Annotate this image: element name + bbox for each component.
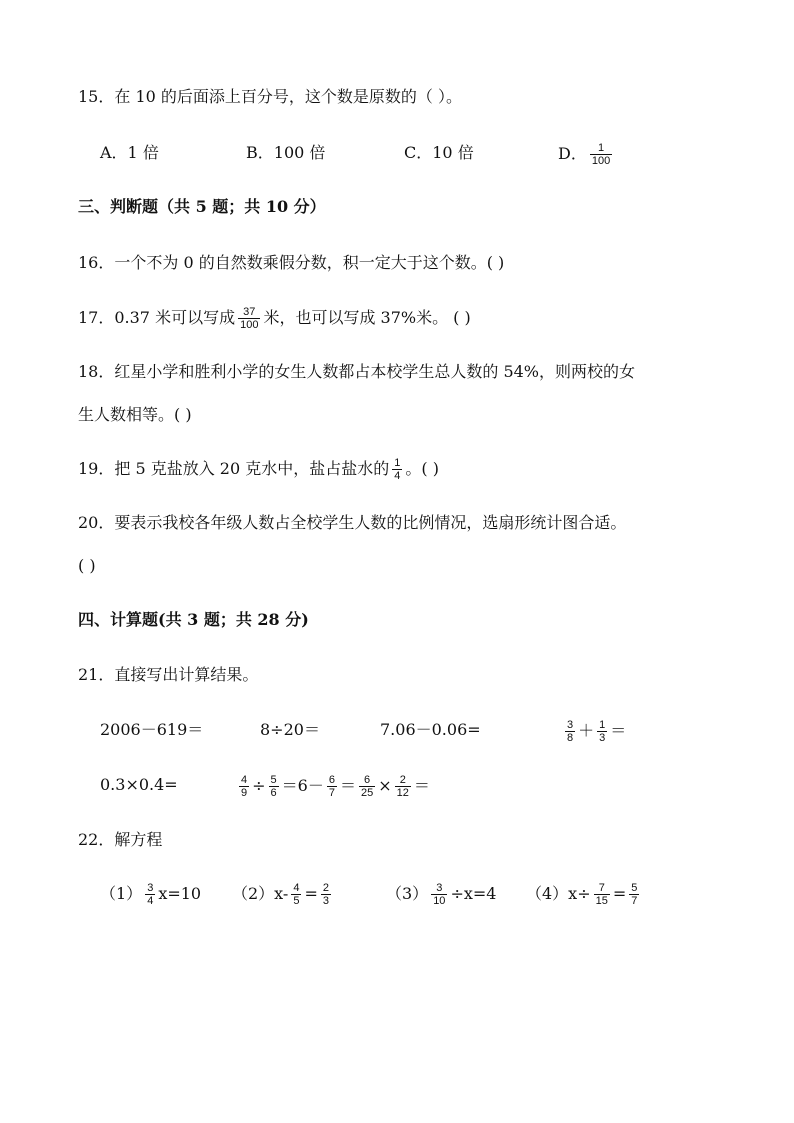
- question-22-title: 22．解方程: [78, 830, 163, 849]
- expression-2: 8÷20＝: [260, 720, 320, 739]
- equation-1: （1） $\frac{3}{4}$ x=10: [100, 882, 202, 907]
- question-20-line2: ( ): [78, 556, 96, 575]
- question-19: 19．把 5 克盐放入 20 克水中，盐占盐水的 $\frac{1}{4}$ 。( ): [78, 457, 439, 482]
- question-20-line1: 20．要表示我校各年级人数占全校学生人数的比例情况，选扇形统计图合适。: [78, 513, 627, 532]
- option-b: B．100 倍: [246, 143, 326, 162]
- option-c: C．10 倍: [404, 143, 474, 162]
- option-d-label: D．: [558, 144, 587, 163]
- expression-3: 7.06－0.06=: [380, 720, 481, 739]
- question-17: 17．0.37 米可以写成 $\frac{37}{100}$ 米，也可以写成 37%米。 ( ): [78, 306, 471, 331]
- fraction: $\frac{1}{100}$: [591, 142, 611, 167]
- expression-4: $\frac{3}{8}$ ＋ $\frac{1}{3}$ ＝: [567, 719, 627, 744]
- question-15: 15．在 10 的后面添上百分号，这个数是原数的（ ）。: [78, 87, 462, 106]
- expression-1: 2006－619＝: [100, 720, 204, 739]
- section-title-judgement: 三、判断题（共 5 题；共 10 分）: [78, 197, 326, 216]
- option-d: [558, 142, 615, 167]
- expression-5: 0.3×0.4=: [100, 775, 178, 794]
- section-title-calculation: 四、计算题(共 3 题；共 28 分): [78, 610, 309, 629]
- option-a: A．1 倍: [100, 143, 159, 162]
- fraction: $\frac{37}{100}$: [240, 306, 259, 331]
- equation-2: （2）x- $\frac{4}{5}$ = $\frac{2}{3}$: [232, 882, 329, 907]
- fraction: $\frac{1}{4}$: [394, 457, 401, 482]
- expression-6: $\frac{4}{9}$ ÷ $\frac{5}{6}$ ＝6－ $\frac{6}{7}$ ＝ $\frac{6}{25}$ × $\frac{2}{12}$ ＝: [241, 774, 430, 799]
- question-18-line1: 18．红星小学和胜利小学的女生人数都占本校学生总人数的 54%，则两校的女: [78, 362, 636, 381]
- question-16: 16．一个不为 0 的自然数乘假分数，积一定大于这个数。( ): [78, 253, 505, 272]
- question-18-line2: 生人数相等。( ): [78, 405, 192, 424]
- question-21-title: 21．直接写出计算结果。: [78, 665, 259, 684]
- equation-3: （3） $\frac{3}{10}$ ÷x=4: [386, 882, 497, 907]
- equation-4: （4）x÷ $\frac{7}{15}$ = $\frac{5}{7}$: [526, 882, 638, 907]
